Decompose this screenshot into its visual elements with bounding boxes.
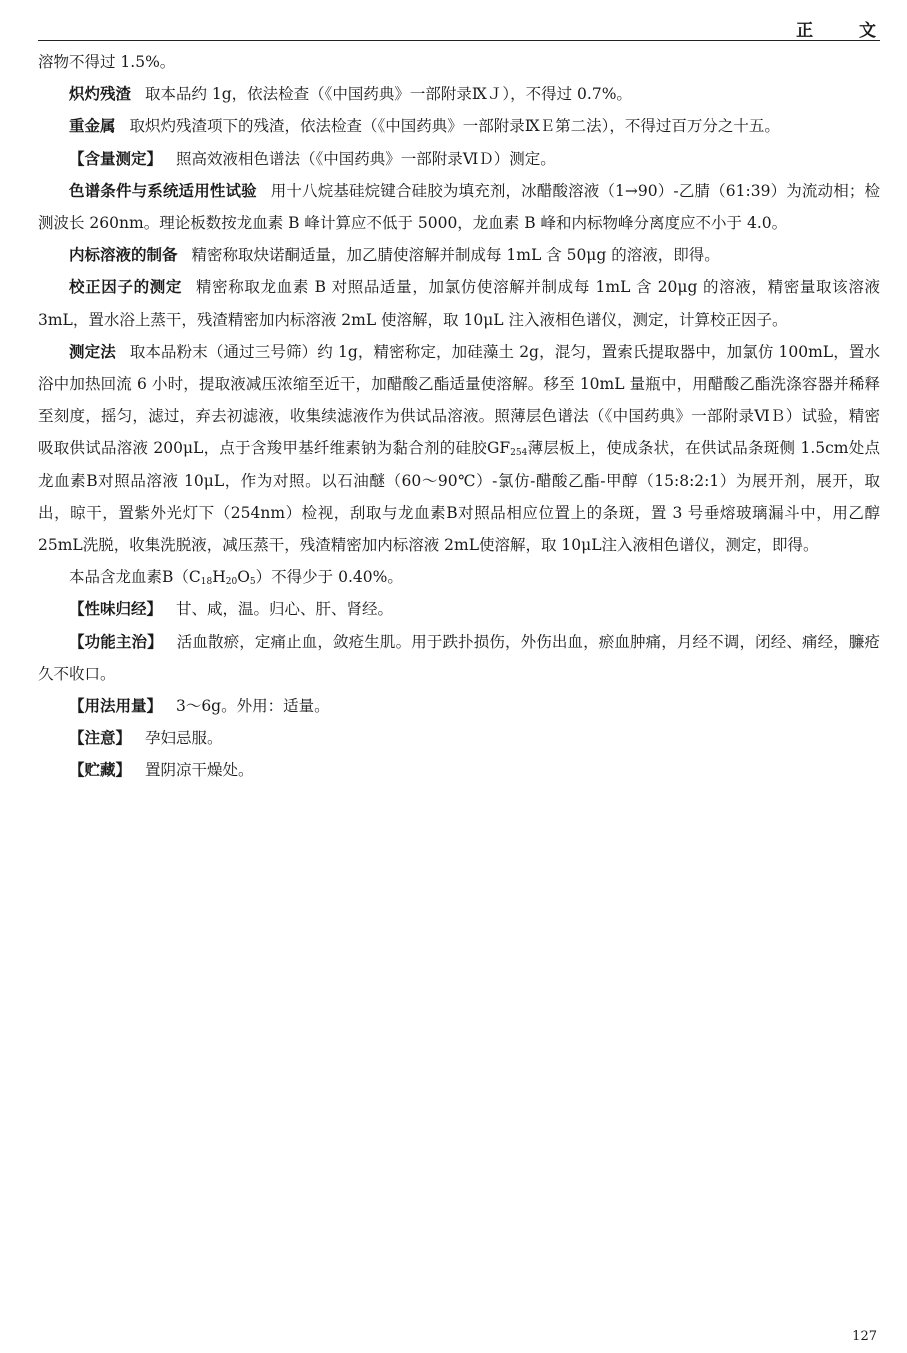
paragraph-ignition-residue bbox=[38, 78, 880, 110]
section-heading: 内标溶液的制备 bbox=[69, 246, 178, 265]
section-heading: 【用法用量】 bbox=[69, 697, 163, 716]
subscript: 20 bbox=[225, 577, 238, 588]
section-heading: 炽灼残渣 bbox=[69, 85, 132, 104]
subscript: 254 bbox=[510, 448, 528, 459]
paragraph-text: 薄层板上，使成条状，在供试品条斑侧 1.5cm处点龙血素B对照品溶液 10μL，作为对照。以石油醚（60～90℃）-氯仿-醋酸乙酯-甲醇（15:8:2:1）为展开剂，展开，取出，晾干，置紫外光灯下（254nm）检视，刮取与龙血素B对照品相应位置上的条斑，置 3 号垂熔玻璃漏斗中，用乙醇 25mL洗脱，收集洗脱液，减压蒸干，残渣精密加内标溶液 2mL使溶解，取 10μL注入液相色谱仪，测定，即得。 bbox=[38, 439, 880, 555]
paragraph-text: 3～6g。外用：适量。 bbox=[175, 697, 330, 716]
paragraph-text: 溶物不得过 1.5%。 bbox=[38, 53, 176, 71]
section-heading: 色谱条件与系统适用性试验 bbox=[69, 181, 257, 200]
paragraph-text: 照高效液相色谱法（《中国药典》一部附录ⅥＤ）测定。 bbox=[175, 149, 556, 168]
paragraph-assay bbox=[38, 143, 880, 175]
paragraph-text: 取本品约 1g，依法检查（《中国药典》一部附录ⅨＪ），不得过 0.7%。 bbox=[144, 85, 632, 104]
subscript: 5 bbox=[249, 577, 256, 588]
running-header bbox=[38, 10, 896, 41]
formula-part: O bbox=[237, 568, 250, 587]
paragraph-text: 本品含龙血素B（C bbox=[69, 568, 201, 587]
document-body bbox=[38, 46, 880, 787]
paragraph-text: 用十八烷基硅烷键合硅胶为填充剂，冰醋酸溶液（1→90）-乙腈（61:39）为流动相；检测波长 260nm。理论板数按龙血素 B 峰计算应不低于 5000，龙血素 B 峰和内标物峰分离度应不小于 4.0。 bbox=[38, 181, 880, 233]
section-heading: 校正因子的测定 bbox=[69, 278, 183, 297]
section-heading: 【贮藏】 bbox=[69, 761, 132, 780]
paragraph-heavy-metals bbox=[38, 110, 880, 142]
section-heading: 测定法 bbox=[69, 342, 116, 361]
paragraph-functions bbox=[38, 626, 880, 690]
paragraph-precautions bbox=[38, 722, 880, 754]
section-heading: 【性味归经】 bbox=[69, 600, 163, 619]
paragraph-text: 孕妇忌服。 bbox=[144, 729, 223, 748]
section-heading: 【功能主治】 bbox=[69, 632, 163, 651]
paragraph-internal-standard bbox=[38, 239, 880, 271]
paragraph-text: 取本品粉末（通过三号筛）约 1g，精密称定，加硅藻土 2g，混匀，置索氏提取器中，加氯仿 100mL，置水浴中加热回流 6 小时，提取液减压浓缩至近干，加醋酸乙酯适量使溶解。移至 10mL 量瓶中，用醋酸乙酯洗涤容器并稀释至刻度，摇匀，滤过，弃去初滤液，收集续滤液作为供试品溶液。照薄层色谱法（《中国药典》一部附录ⅥＢ）试验，精密吸取供试品溶液 200μL，点于含羧甲基纤维素钠为黏合剂的硅胶GF bbox=[38, 342, 880, 458]
paragraph-text: 甘、咸，温。归心、肝、肾经。 bbox=[175, 600, 393, 619]
formula-part: H bbox=[212, 568, 226, 587]
paragraph-procedure bbox=[38, 336, 880, 561]
paragraph-chromatographic-conditions bbox=[38, 175, 880, 239]
paragraph-text: ）不得少于 0.40%。 bbox=[255, 568, 403, 587]
paragraph-dosage bbox=[38, 690, 880, 722]
paragraph-text: 置阴凉干燥处。 bbox=[144, 761, 254, 780]
subscript: 18 bbox=[200, 577, 213, 588]
section-heading: 重金属 bbox=[69, 117, 116, 136]
paragraph-storage bbox=[38, 754, 880, 786]
paragraph-continuation bbox=[38, 46, 880, 78]
paragraph-text: 精密称取龙血素 B 对照品适量，加氯仿使溶解并制成每 1mL 含 20μg 的溶液，精密量取该溶液 3mL，置水浴上蒸干，残渣精密加内标溶液 2mL 使溶解，取 10μL 注入液相色谱仪，测定，计算校正因子。 bbox=[38, 278, 880, 329]
paragraph-content-limit bbox=[38, 561, 880, 593]
paragraph-text: 活血散瘀，定痛止血，敛疮生肌。用于跌扑损伤，外伤出血，瘀血肿痛，月经不调，闭经、痛经，臁疮久不收口。 bbox=[38, 632, 880, 683]
section-heading: 【含量测定】 bbox=[69, 149, 163, 168]
paragraph-nature-meridian bbox=[38, 593, 880, 625]
page-number: 127 bbox=[852, 1329, 877, 1344]
paragraph-correction-factor bbox=[38, 271, 880, 335]
paragraph-text: 取炽灼残渣项下的残渣，依法检查（《中国药典》一部附录ⅨＥ第二法），不得过百万分之十五。 bbox=[129, 117, 780, 136]
header-title: 正 文 bbox=[796, 21, 896, 41]
paragraph-text: 精密称取炔诺酮适量，加乙腈使溶解并制成每 1mL 含 50μg 的溶液，即得。 bbox=[191, 246, 720, 265]
section-heading: 【注意】 bbox=[69, 729, 132, 748]
